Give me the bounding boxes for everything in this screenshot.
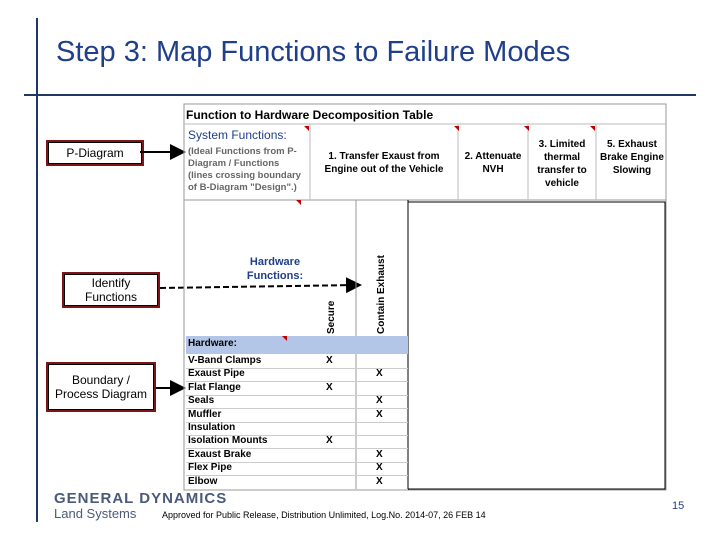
hardware-name: Elbow xyxy=(188,475,218,487)
arrow-identify xyxy=(160,285,358,288)
secure-mark: X xyxy=(326,435,333,447)
company-logo-line2: Land Systems xyxy=(54,506,137,521)
contain-mark: X xyxy=(376,475,383,487)
hardware-name: Flat Flange xyxy=(188,381,241,393)
table-row xyxy=(186,395,408,409)
contain-mark: X xyxy=(376,368,383,380)
table-row xyxy=(186,409,408,423)
comment-marker xyxy=(454,126,459,131)
hardware-name: Flex Pipe xyxy=(188,462,232,474)
contain-mark: X xyxy=(376,408,383,420)
hw-function-contain-exhaust: Contain Exhaust xyxy=(376,255,387,334)
system-functions-label: System Functions: xyxy=(188,128,287,142)
table-row xyxy=(186,449,408,463)
hardware-name: Exaust Brake xyxy=(188,448,252,460)
comment-marker xyxy=(296,200,301,205)
hardware-header-row xyxy=(186,336,408,354)
table-title: Function to Hardware Decomposition Table xyxy=(186,108,434,122)
hardware-name: Insulation xyxy=(188,422,236,433)
comment-marker xyxy=(282,336,287,341)
table-row xyxy=(186,368,408,382)
page-number: 15 xyxy=(672,500,685,512)
secure-mark: X xyxy=(326,381,333,393)
callout-identify-functions: Identify Functions xyxy=(64,274,158,306)
col-header-4: 5. Exhaust Brake Engine Slowing xyxy=(600,139,664,176)
comment-marker xyxy=(524,126,529,131)
slide-title: Step 3: Map Functions to Failure Modes xyxy=(56,36,571,68)
table-row xyxy=(186,355,408,369)
callout-p-diagram: P-Diagram xyxy=(48,142,142,164)
col-header-2: 2. Attenuate NVH xyxy=(464,151,522,175)
hardware-name: Exaust Pipe xyxy=(188,368,245,380)
contain-mark: X xyxy=(376,462,383,474)
hardware-name: V-Band Clamps xyxy=(188,355,262,366)
comment-marker xyxy=(304,126,309,131)
table-row xyxy=(186,476,408,490)
comment-marker xyxy=(590,126,595,131)
contain-mark: X xyxy=(376,448,383,460)
table-row xyxy=(186,382,408,396)
hw-function-secure: Secure xyxy=(326,300,337,334)
system-functions-note: (Ideal Functions from P-Diagram / Functions (lines crossing boundary of B-Diagram "Design".) xyxy=(188,146,301,193)
hardware-header-label: Hardware: xyxy=(188,338,237,349)
table-row xyxy=(186,435,408,449)
hardware-functions-label: Hardware Functions: xyxy=(246,256,304,282)
contain-mark: X xyxy=(376,395,383,407)
callout-boundary-diagram: Boundary / Process Diagram xyxy=(48,364,154,410)
hardware-name: Seals xyxy=(188,395,215,407)
company-logo-line1: GENERAL DYNAMICS xyxy=(54,490,228,507)
col-header-3: 3. Limited thermal transfer to vehicle xyxy=(537,139,587,189)
col-header-1: 1. Transfer Exaust from Engine out of the Vehicle xyxy=(324,151,444,175)
footer-release-text: Approved for Public Release, Distribution Unlimited, Log.No. 2014-07, 26 FEB 14 xyxy=(162,510,486,520)
grid-blank-area xyxy=(408,202,665,489)
secure-mark: X xyxy=(326,355,333,366)
hardware-name: Muffler xyxy=(188,408,222,420)
table-row xyxy=(186,462,408,476)
hardware-name: Isolation Mounts xyxy=(188,435,268,447)
table-row xyxy=(186,422,408,436)
